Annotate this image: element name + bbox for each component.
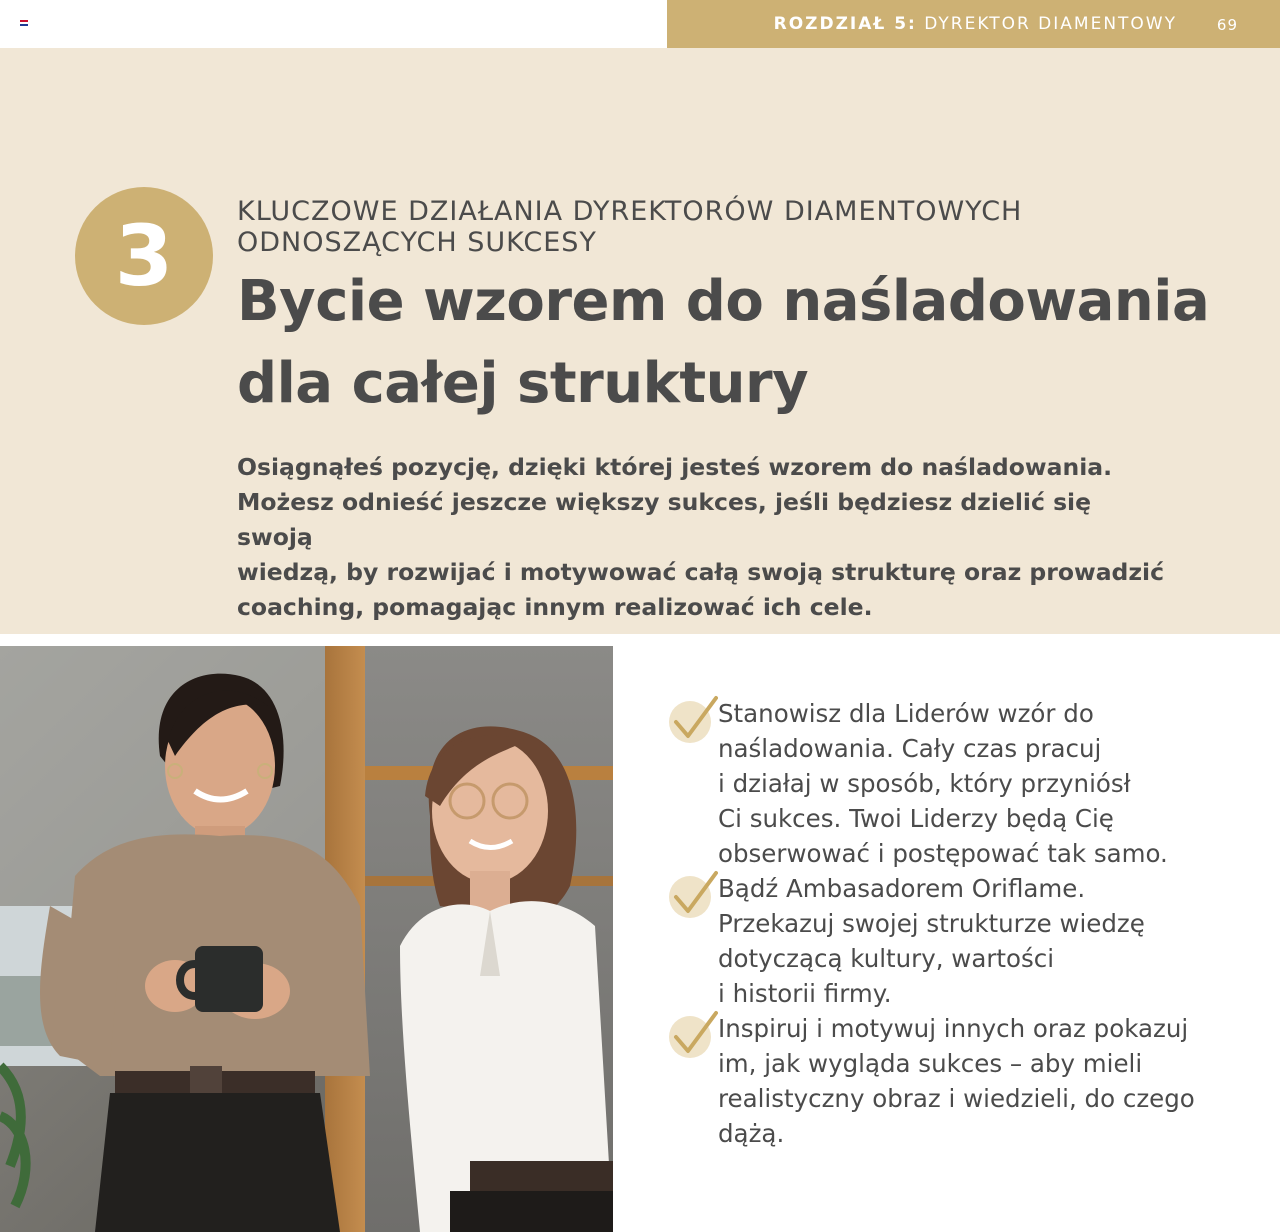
bullet-line: i działaj w sposób, który przyniósł [718,769,1131,798]
lead-paragraph [237,450,1167,625]
check-icon [666,869,718,921]
section-number: 3 [114,207,174,305]
lead-line: wiedzą, by rozwijać i motywować całą swoją strukturę oraz prowadzić [237,558,1165,586]
intro-section [0,48,1280,634]
list-item [666,696,1226,871]
kicker-line: KLUCZOWE DZIAŁANIA DYREKTORÓW DIAMENTOWYCH [237,196,1023,227]
bullet-line: obserwować i postępować tak samo. [718,839,1168,868]
bullet-list [666,696,1226,1151]
top-bar [0,0,1280,48]
bullet-line: im, jak wygląda sukces – aby mieli [718,1049,1143,1078]
language-flag-icon [20,20,28,26]
section-number-badge [75,187,213,325]
bullet-line: i historii firmy. [718,979,892,1008]
title-line: Bycie wzorem do naśladowania [237,269,1210,334]
bullet-text [718,1011,1226,1151]
photo-illustration [0,646,613,1232]
bullet-line: dążą. [718,1119,785,1148]
kicker-line: ODNOSZĄCYCH SUKCESY [237,227,597,258]
list-item [666,1011,1226,1151]
chapter-name: DYREKTOR DIAMENTOWY [924,14,1177,34]
bullet-line: Bądź Ambasadorem Oriflame. [718,874,1086,903]
page-title [237,261,1247,425]
lead-line: Osiągnąłeś pozycję, dzięki której jesteś wzorem do naśladowania. [237,453,1113,481]
bullet-line: realistyczny obraz i wiedzieli, do czego [718,1084,1195,1113]
check-icon [666,694,718,746]
chapter-header [667,0,1280,48]
list-item [666,871,1226,1011]
chapter-title [774,14,1177,34]
bullet-line: Ci sukces. Twoi Liderzy będą Cię [718,804,1114,833]
photo-two-women [0,646,613,1232]
bullet-line: Stanowisz dla Liderów wzór do [718,699,1094,728]
bullet-line: naśladowania. Cały czas pracuj [718,734,1102,763]
lead-line: Możesz odnieść jeszcze większy sukces, jeśli będziesz dzielić się swoją [237,488,1092,551]
section-kicker [237,196,1197,258]
chapter-label: ROZDZIAŁ 5: [773,14,917,34]
bullet-text [718,696,1226,871]
lead-line: coaching, pomagając innym realizować ich cele. [237,593,873,621]
check-icon [666,1009,718,1061]
title-line: dla całej struktury [237,351,809,416]
bullet-line: Inspiruj i motywuj innych oraz pokazuj [718,1014,1189,1043]
bullet-line: Przekazuj swojej strukturze wiedzę [718,909,1145,938]
bullet-text [718,871,1226,1011]
bullet-line: dotyczącą kultury, wartości [718,944,1055,973]
page-number: 69 [1216,16,1238,34]
